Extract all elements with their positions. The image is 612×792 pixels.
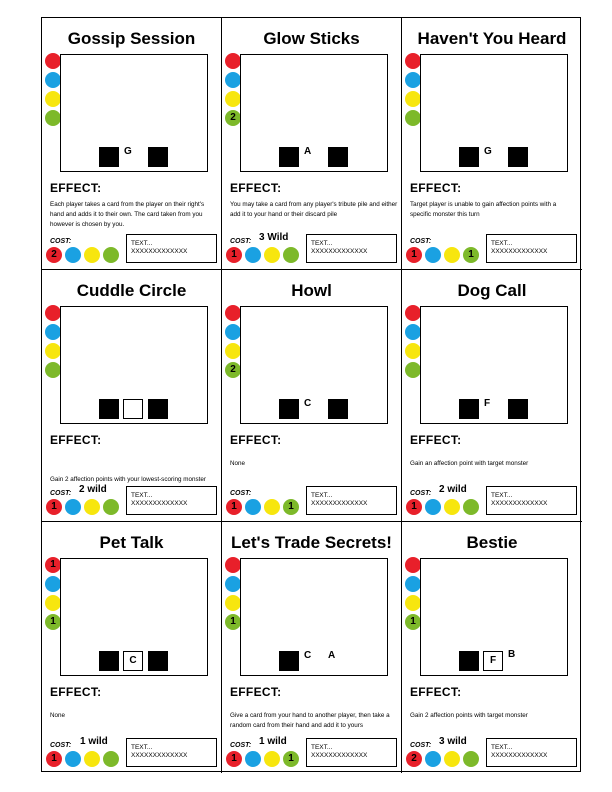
card-slot xyxy=(459,399,479,419)
card-slot xyxy=(279,399,299,419)
yellow-cost-gem-icon xyxy=(444,751,460,767)
green-gem-icon: 1 xyxy=(405,614,421,630)
text-box-line-2: XXXXXXXXXXXXX xyxy=(311,500,368,507)
red-cost-gem-icon: 1 xyxy=(46,751,62,767)
blue-gem-icon xyxy=(405,72,421,88)
effect-label: EFFECT: xyxy=(50,433,102,447)
green-gem-icon xyxy=(45,362,61,378)
green-gem-icon xyxy=(405,362,421,378)
yellow-cost-gem-icon xyxy=(444,247,460,263)
wild-cost: 1 wild xyxy=(259,736,287,747)
slot-letter: F xyxy=(489,655,497,666)
card-text-box xyxy=(306,234,397,263)
yellow-cost-gem-icon xyxy=(264,499,280,515)
effect-text: You may take a card from any player's tribute pile and either add it to your hand or their discard pile xyxy=(230,201,398,218)
game-card[interactable] xyxy=(42,270,222,522)
red-gem-icon xyxy=(225,53,241,69)
card-art-frame xyxy=(240,54,388,172)
wild-cost: 1 wild xyxy=(80,736,108,747)
effect-text: Each player takes a card from the player on their right's hand and adds it to their own. The card taken from you however is chosen by you. xyxy=(50,201,205,228)
card-text-box xyxy=(126,234,217,263)
card-text-box xyxy=(126,486,217,515)
card-slot xyxy=(123,399,143,419)
game-card[interactable] xyxy=(402,522,582,773)
card-slot xyxy=(99,147,119,167)
text-box-line-2: XXXXXXXXXXXXX xyxy=(491,500,548,507)
card-art-frame xyxy=(420,306,568,424)
effect-text: Gain 2 affection points with your lowest-scoring monster xyxy=(50,476,206,483)
text-box-line-1: TEXT... xyxy=(491,492,513,499)
effect-label: EFFECT: xyxy=(410,433,462,447)
green-cost-gem-icon xyxy=(283,247,299,263)
blue-gem-icon xyxy=(45,72,61,88)
card-text-box xyxy=(486,486,577,515)
slot-letter: A xyxy=(304,146,312,157)
red-gem-icon xyxy=(45,53,61,69)
card-slot xyxy=(148,147,168,167)
card-slot xyxy=(99,399,119,419)
blue-gem-icon xyxy=(405,324,421,340)
yellow-cost-gem-icon xyxy=(84,247,100,263)
card-slot xyxy=(148,399,168,419)
slot-tag-letter: A xyxy=(328,650,336,661)
card-title: Glow Sticks xyxy=(263,29,360,48)
slot-tag-letter: B xyxy=(508,649,516,660)
card-art-frame xyxy=(240,306,388,424)
text-box-line-1: TEXT... xyxy=(311,492,333,499)
blue-cost-gem-icon xyxy=(65,499,81,515)
card-slot xyxy=(459,147,479,167)
blue-gem-icon xyxy=(405,576,421,592)
wild-cost: 3 Wild xyxy=(259,232,289,243)
yellow-gem-icon xyxy=(45,343,61,359)
wild-cost: 2 wild xyxy=(79,484,107,495)
slot-letter: G xyxy=(124,146,132,157)
blue-cost-gem-icon xyxy=(65,247,81,263)
green-gem-icon: 1 xyxy=(45,614,61,630)
green-gem-icon xyxy=(45,110,61,126)
blue-cost-gem-icon xyxy=(425,499,441,515)
card-slot xyxy=(148,651,168,671)
card-slot xyxy=(328,147,348,167)
green-gem-icon xyxy=(405,110,421,126)
yellow-cost-gem-icon xyxy=(84,499,100,515)
slot-letter: F xyxy=(484,398,491,409)
red-cost-gem-icon: 1 xyxy=(226,499,242,515)
blue-cost-gem-icon xyxy=(245,247,261,263)
text-box-line-1: TEXT... xyxy=(131,240,153,247)
red-gem-icon xyxy=(45,305,61,321)
wild-cost: 3 wild xyxy=(439,736,467,747)
green-cost-gem-icon xyxy=(103,751,119,767)
card-title: Haven't You Heard xyxy=(417,29,567,48)
effect-text: Give a card from your hand to another player, then take a random card from their hand and add it to yours xyxy=(230,712,390,729)
yellow-cost-gem-icon xyxy=(264,247,280,263)
green-cost-gem-icon: 1 xyxy=(463,247,479,263)
game-card[interactable] xyxy=(42,522,222,773)
blue-cost-gem-icon xyxy=(245,751,261,767)
cost-label: COST: xyxy=(50,238,72,245)
card-text-box xyxy=(306,486,397,515)
cost-label: COST: xyxy=(230,742,252,749)
yellow-gem-icon xyxy=(405,595,421,611)
yellow-gem-icon xyxy=(225,91,241,107)
blue-cost-gem-icon xyxy=(425,247,441,263)
blue-cost-gem-icon xyxy=(245,499,261,515)
card-slot xyxy=(459,651,479,671)
red-cost-gem-icon: 1 xyxy=(406,499,422,515)
red-gem-icon xyxy=(405,305,421,321)
green-cost-gem-icon xyxy=(463,751,479,767)
yellow-gem-icon xyxy=(225,595,241,611)
green-cost-gem-icon: 1 xyxy=(283,751,299,767)
card-text-box xyxy=(486,738,577,767)
green-cost-gem-icon: 1 xyxy=(283,499,299,515)
card-slot xyxy=(483,651,503,671)
yellow-gem-icon xyxy=(45,595,61,611)
wild-cost: 2 wild xyxy=(439,484,467,495)
yellow-cost-gem-icon xyxy=(264,751,280,767)
effect-label: EFFECT: xyxy=(410,181,462,195)
green-gem-icon: 2 xyxy=(225,110,241,126)
green-cost-gem-icon xyxy=(103,247,119,263)
card-title: Howl xyxy=(291,281,332,300)
effect-text: None xyxy=(230,460,246,467)
red-gem-icon: 1 xyxy=(45,557,61,573)
game-card[interactable] xyxy=(222,18,402,270)
effect-text: None xyxy=(50,712,66,719)
text-box-line-2: XXXXXXXXXXXXX xyxy=(311,248,368,255)
effect-label: EFFECT: xyxy=(50,685,102,699)
text-box-line-1: TEXT... xyxy=(131,492,153,499)
card-slot xyxy=(99,651,119,671)
card-art-frame xyxy=(60,54,208,172)
text-box-line-2: XXXXXXXXXXXXX xyxy=(491,752,548,759)
red-gem-icon xyxy=(405,557,421,573)
red-gem-icon xyxy=(225,305,241,321)
card-slot xyxy=(328,399,348,419)
yellow-gem-icon xyxy=(225,343,241,359)
blue-gem-icon xyxy=(225,72,241,88)
red-cost-gem-icon: 2 xyxy=(406,751,422,767)
card-title: Bestie xyxy=(466,533,518,552)
green-gem-icon: 2 xyxy=(225,362,241,378)
text-box-line-1: TEXT... xyxy=(491,744,513,751)
red-cost-gem-icon: 1 xyxy=(406,247,422,263)
cost-label: COST: xyxy=(50,490,72,497)
text-box-line-1: TEXT... xyxy=(311,744,333,751)
card-text-box xyxy=(306,738,397,767)
yellow-gem-icon xyxy=(405,343,421,359)
card-slot xyxy=(508,399,528,419)
game-card[interactable] xyxy=(42,18,222,270)
game-card[interactable] xyxy=(222,522,402,773)
effect-label: EFFECT: xyxy=(230,685,282,699)
yellow-cost-gem-icon xyxy=(84,751,100,767)
text-box-line-1: TEXT... xyxy=(311,240,333,247)
yellow-cost-gem-icon xyxy=(444,499,460,515)
text-box-line-2: XXXXXXXXXXXXX xyxy=(491,248,548,255)
text-box-line-1: TEXT... xyxy=(131,744,153,751)
card-slot xyxy=(123,651,143,671)
text-box-line-2: XXXXXXXXXXXXX xyxy=(311,752,368,759)
effect-text: Gain an affection point with target monster xyxy=(410,460,529,467)
game-card[interactable] xyxy=(402,270,582,522)
text-box-line-1: TEXT... xyxy=(491,240,513,247)
card-sheet xyxy=(41,17,581,772)
slot-letter: G xyxy=(484,146,492,157)
yellow-gem-icon xyxy=(405,91,421,107)
blue-gem-icon xyxy=(225,324,241,340)
card-slot xyxy=(279,147,299,167)
red-cost-gem-icon: 2 xyxy=(46,247,62,263)
card-title: Gossip Session xyxy=(67,29,196,48)
game-card[interactable] xyxy=(402,18,582,270)
red-gem-icon xyxy=(405,53,421,69)
cost-label: COST: xyxy=(410,490,432,497)
red-gem-icon xyxy=(225,557,241,573)
slot-letter: C xyxy=(129,655,137,666)
card-text-box xyxy=(486,234,577,263)
blue-cost-gem-icon xyxy=(425,751,441,767)
effect-text: Gain 2 affection points with target monster xyxy=(410,712,528,719)
yellow-gem-icon xyxy=(45,91,61,107)
card-title: Dog Call xyxy=(457,281,527,300)
red-cost-gem-icon: 1 xyxy=(226,247,242,263)
cost-label: COST: xyxy=(50,742,72,749)
slot-letter: C xyxy=(304,398,312,409)
cost-label: COST: xyxy=(230,490,252,497)
card-text-box xyxy=(126,738,217,767)
card-title: Cuddle Circle xyxy=(76,281,187,300)
blue-cost-gem-icon xyxy=(65,751,81,767)
card-art-frame xyxy=(240,558,388,676)
card-slot xyxy=(279,651,299,671)
card-title: Let's Trade Secrets! xyxy=(231,533,392,552)
card-art-frame xyxy=(420,54,568,172)
blue-gem-icon xyxy=(225,576,241,592)
effect-label: EFFECT: xyxy=(50,181,102,195)
slot-letter: C xyxy=(304,650,312,661)
green-cost-gem-icon xyxy=(103,499,119,515)
red-cost-gem-icon: 1 xyxy=(226,751,242,767)
cost-label: COST: xyxy=(410,238,432,245)
green-gem-icon: 1 xyxy=(225,614,241,630)
cost-label: COST: xyxy=(230,238,252,245)
red-cost-gem-icon: 1 xyxy=(46,499,62,515)
effect-label: EFFECT: xyxy=(230,433,282,447)
blue-gem-icon xyxy=(45,324,61,340)
blue-gem-icon xyxy=(45,576,61,592)
card-slot xyxy=(508,147,528,167)
text-box-line-2: XXXXXXXXXXXXX xyxy=(131,752,188,759)
effect-text: Target player is unable to gain affection points with a specific monster this turn xyxy=(410,201,557,218)
text-box-line-2: XXXXXXXXXXXXX xyxy=(131,500,188,507)
cost-label: COST: xyxy=(410,742,432,749)
green-cost-gem-icon xyxy=(463,499,479,515)
effect-label: EFFECT: xyxy=(410,685,462,699)
text-box-line-2: XXXXXXXXXXXXX xyxy=(131,248,188,255)
card-title: Pet Talk xyxy=(99,533,164,552)
game-card[interactable] xyxy=(222,270,402,522)
effect-label: EFFECT: xyxy=(230,181,282,195)
